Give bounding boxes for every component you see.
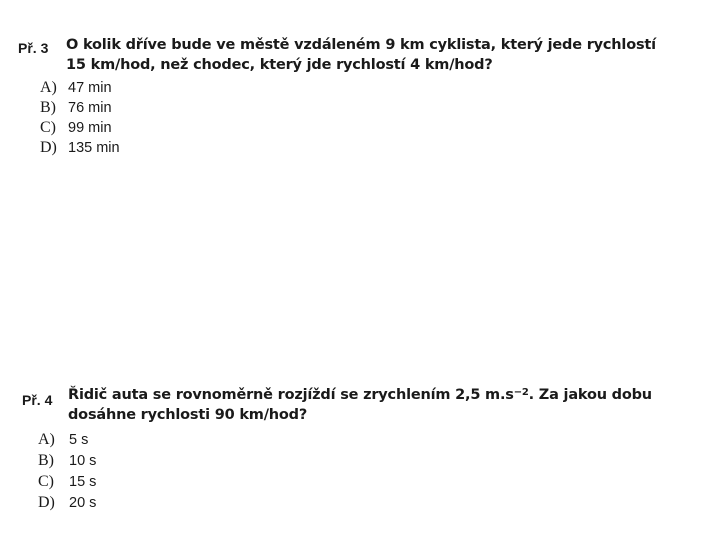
problem-4-question-line-1-end: . Za jakou dobu	[528, 387, 652, 403]
option-letter: D)	[40, 139, 57, 156]
problem-4-question-line-1	[68, 385, 708, 405]
option-text: 15 s	[69, 473, 97, 490]
problem-4-question	[68, 385, 708, 425]
problem-3-question	[66, 35, 706, 75]
option-text: 47 min	[68, 80, 112, 96]
option-letter: C)	[40, 119, 56, 136]
problem-3-options	[40, 78, 120, 158]
problem-4-option-c	[38, 471, 96, 492]
option-letter: D)	[38, 493, 55, 511]
problem-4-option-b	[38, 450, 96, 471]
option-letter: A)	[38, 430, 55, 448]
problem-4-question-line-2: dosáhne rychlosti 90 km/hod?	[68, 407, 308, 423]
option-letter: A)	[40, 79, 57, 96]
problem-4-option-d	[38, 492, 96, 513]
option-letter: C)	[38, 472, 54, 490]
problem-3-question-line-2: 15 km/hod, než chodec, který jde rychlostí 4 km/hod?	[66, 57, 493, 73]
problem-4-option-a	[38, 429, 96, 450]
problem-3-label: Př. 3	[18, 40, 49, 56]
option-text: 135 min	[68, 140, 120, 156]
problem-3-option-a	[40, 78, 120, 98]
problem-4-label: Př. 4	[22, 392, 53, 408]
option-text: 20 s	[69, 494, 97, 511]
problem-3-option-b	[40, 98, 120, 118]
option-text: 10 s	[69, 452, 97, 469]
exponent: −2	[513, 387, 529, 398]
problem-3-question-line-1: O kolik dříve bude ve městě vzdáleném 9 km cyklista, který jede rychlostí	[66, 37, 656, 53]
option-text: 99 min	[68, 120, 112, 136]
option-text: 5 s	[69, 431, 89, 448]
option-text: 76 min	[68, 100, 112, 116]
problem-3-option-d	[40, 138, 120, 158]
problem-4-options	[38, 429, 96, 513]
option-letter: B)	[40, 99, 56, 116]
problem-3-option-c	[40, 118, 120, 138]
option-letter: B)	[38, 451, 54, 469]
problem-4-question-line-1-start: Řidič auta se rovnoměrně rozjíždí se zrychlením 2,5 m.s	[68, 387, 514, 403]
